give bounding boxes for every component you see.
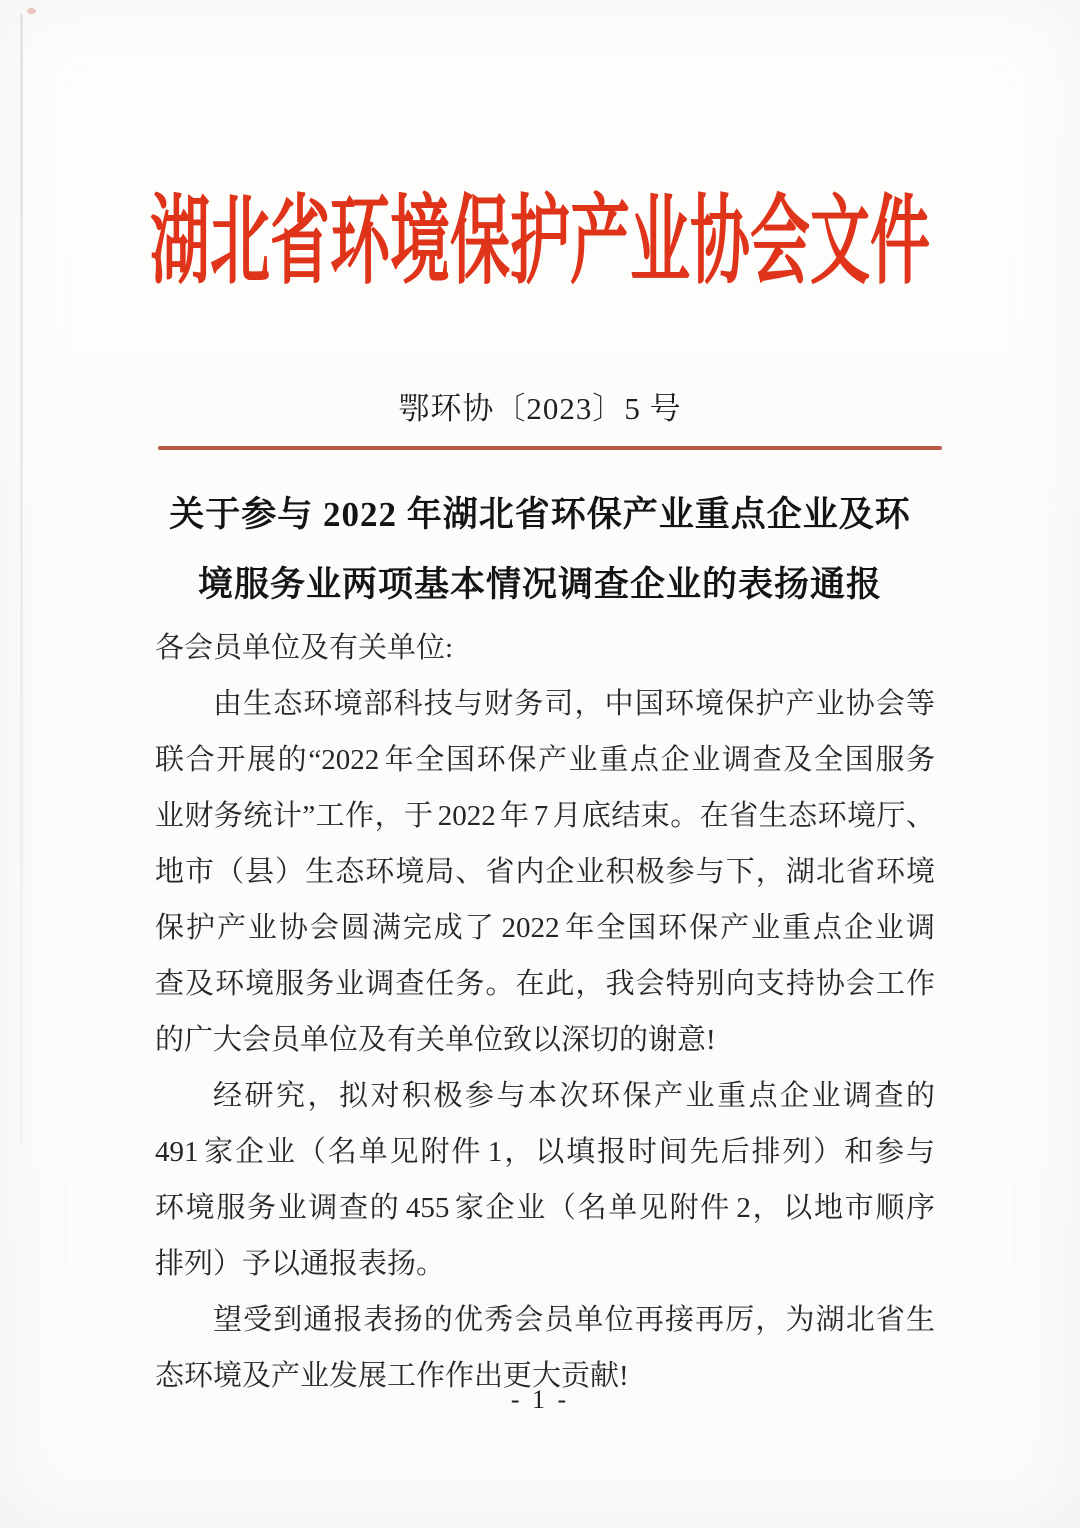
document-title-line2: 境服务业两项基本情况调查企业的表扬通报 <box>197 565 882 604</box>
scan-speck-artifact <box>27 8 36 14</box>
document-body <box>155 620 935 1404</box>
document-number: 鄂环协〔2023〕5 号 <box>398 391 682 426</box>
body-line: 地市（县）生态环境局、省内企业积极参与下，湖北省环境 <box>155 856 935 888</box>
body-line: 查及环境服务业调查任务。在此，我会特别向支持协会工作 <box>155 968 935 1000</box>
body-line: 排列）予以通报表扬。 <box>155 1248 446 1280</box>
body-line: 由生态环境部科技与财务司，中国环境保护产业协会等 <box>213 688 935 720</box>
body-line: 态环境及产业发展工作作出更大贡献! <box>155 1360 629 1392</box>
red-divider <box>158 446 942 450</box>
body-line: 保护产业协会圆满完成了 2022 年全国环保产业重点企业调 <box>155 912 935 944</box>
masthead-title: 湖北省环境保护产业协会文件 <box>150 188 930 296</box>
body-line: 联合开展的“2022 年全国环保产业重点企业调查及全国服务 <box>155 744 935 776</box>
body-line: 491 家企业（名单见附件 1，以填报时间先后排列）和参与 <box>155 1136 935 1168</box>
page-number: - 1 - <box>510 1385 570 1414</box>
body-line: 望受到通报表扬的优秀会员单位再接再厉，为湖北省生 <box>213 1304 935 1336</box>
body-line: 的广大会员单位及有关单位致以深切的谢意! <box>155 1024 716 1056</box>
document-title-line1: 关于参与 2022 年湖北省环保产业重点企业及环 <box>169 495 911 534</box>
body-line: 各会员单位及有关单位: <box>155 632 454 664</box>
body-line: 环境服务业调查的 455 家企业（名单见附件 2，以地市顺序 <box>155 1192 935 1224</box>
document-title <box>90 480 990 620</box>
body-line: 经研究，拟对积极参与本次环保产业重点企业调查的 <box>213 1080 935 1112</box>
masthead <box>0 150 1080 318</box>
body-line: 业财务统计”工作，于 2022 年 7 月底结束。在省生态环境厅、 <box>155 800 935 832</box>
